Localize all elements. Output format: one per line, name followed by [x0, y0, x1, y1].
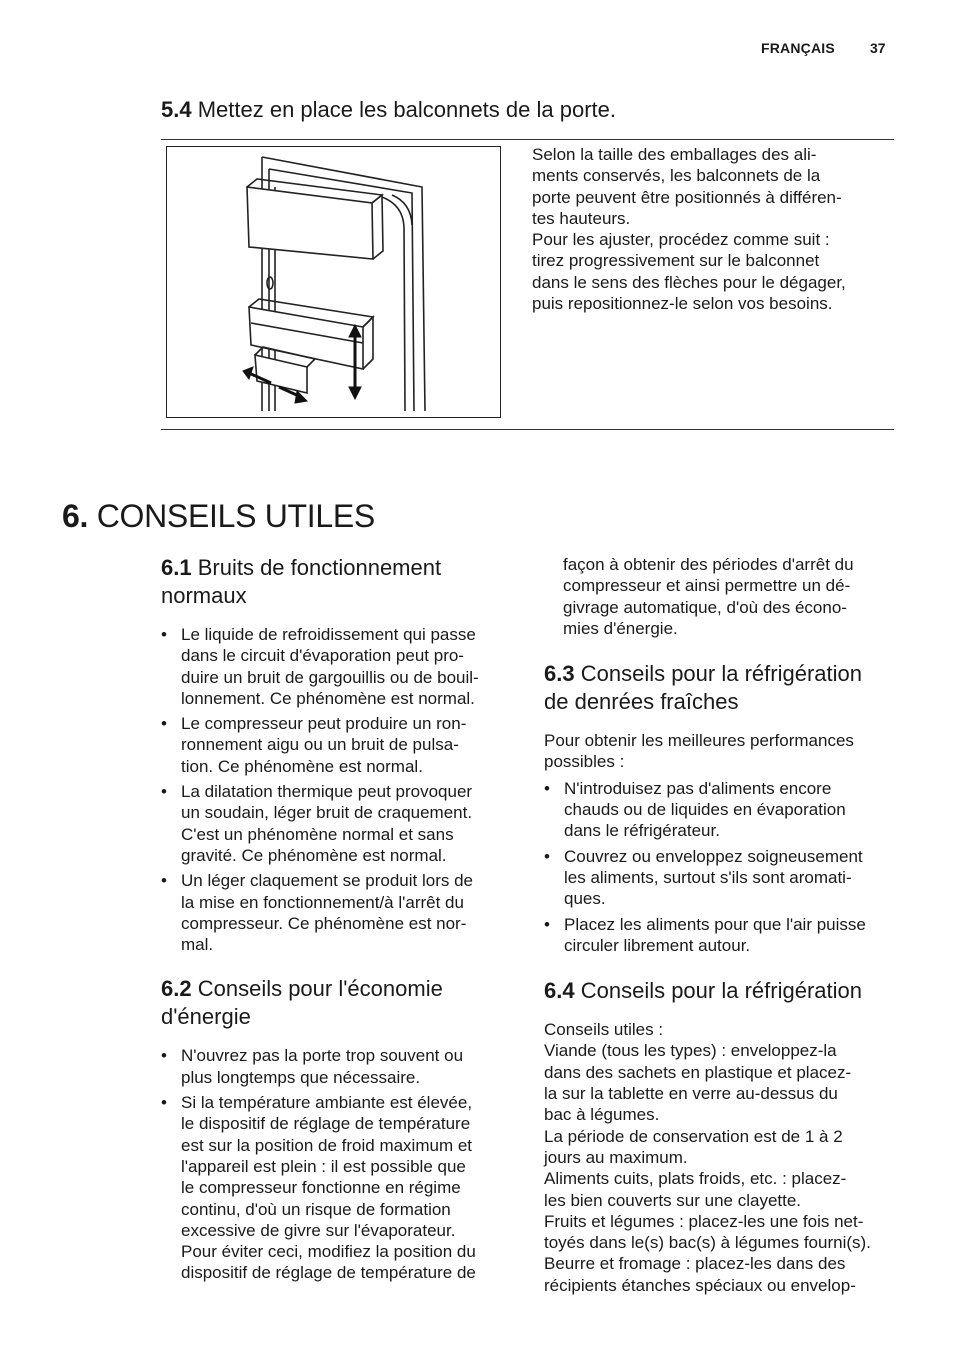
- section-6-1-list: [161, 624, 511, 955]
- text-line: ques.: [564, 889, 606, 909]
- section-title-line: Conseils pour la réfrigération: [580, 661, 862, 687]
- text-line: Le compresseur peut produire un ron-: [181, 714, 467, 734]
- text-line: Pour les ajuster, procédez comme suit :: [532, 230, 830, 250]
- text-line: tirez progressivement sur le balconnet: [532, 251, 820, 271]
- header-language: FRANÇAIS: [761, 40, 835, 56]
- text-line: Selon la taille des emballages des ali-: [532, 145, 817, 164]
- text-line: toyés dans le(s) bac(s) à légumes fourni(s).: [544, 1233, 871, 1253]
- text-line: Le liquide de refroidissement qui passe: [181, 625, 476, 644]
- text-line: puis repositionnez-le selon vos besoins.: [532, 294, 833, 314]
- text-line: les aliments, surtout s'ils sont aromati-: [564, 867, 852, 887]
- text-line: tes hauteurs.: [532, 208, 631, 228]
- text-line: givrage automatique, d'où des écono-: [563, 597, 847, 617]
- text-line: Conseils utiles :: [544, 1020, 664, 1040]
- text-line: mies d'énergie.: [563, 618, 678, 638]
- list-item: [544, 846, 904, 910]
- list-item: [161, 1045, 511, 1088]
- list-item: [161, 713, 511, 777]
- section-top-rule: [161, 139, 894, 140]
- text-line: plus longtemps que nécessaire.: [181, 1067, 421, 1087]
- text-line: gravité. Ce phénomène est normal.: [181, 845, 447, 865]
- text-line: récipients étanches spéciaux ou envelop-: [544, 1275, 856, 1295]
- section-5-4-text: [532, 144, 892, 314]
- text-line: La période de conservation est de 1 à 2: [544, 1126, 843, 1146]
- text-line: la mise en fonctionnement/à l'arrêt du: [181, 892, 464, 912]
- text-line: La dilatation thermique peut provoquer: [181, 782, 473, 802]
- section-number: 6.3: [544, 661, 575, 687]
- text-line: Beurre et fromage : placez-les dans des: [544, 1254, 846, 1274]
- fridge-door-icon: [167, 147, 500, 417]
- text-line: les bien couverts sur une clayette.: [544, 1190, 802, 1210]
- section-title: Conseils pour la réfrigération: [580, 978, 862, 1004]
- text-line: jours au maximum.: [544, 1147, 688, 1167]
- chapter-title: [62, 496, 375, 536]
- text-line: excessive de givre sur l'évaporateur.: [181, 1220, 456, 1240]
- chapter-title-text: CONSEILS UTILES: [96, 498, 375, 534]
- section-6-4-heading: [544, 977, 904, 1005]
- text-line: possibles :: [544, 752, 625, 772]
- text-line: Si la température ambiante est élevée,: [181, 1093, 473, 1113]
- text-line: dans le réfrigérateur.: [564, 821, 720, 841]
- text-line: est sur la position de froid maximum et: [181, 1135, 473, 1155]
- list-item: [161, 624, 511, 709]
- page-number: 37: [870, 40, 886, 56]
- section-title: Mettez en place les balconnets de la porte.: [197, 97, 616, 122]
- section-title-line: Bruits de fonctionnement: [197, 555, 442, 580]
- section-bottom-rule: [161, 429, 894, 430]
- list-item: [544, 914, 904, 957]
- text-line: bac à légumes.: [544, 1105, 660, 1125]
- left-column: [161, 554, 511, 1288]
- section-number: 6.1: [161, 555, 192, 580]
- text-line: Placez les aliments pour que l'air puisse: [564, 914, 866, 934]
- text-line: C'est un phénomène normal et sans: [181, 824, 454, 844]
- text-line: Couvrez ou enveloppez soigneusement: [564, 846, 863, 866]
- chapter-number: 6.: [62, 498, 89, 534]
- text-line: le compresseur fonctionne en régime: [181, 1178, 461, 1198]
- text-line: le dispositif de réglage de température: [181, 1114, 471, 1134]
- text-line: dispositif de réglage de température de: [181, 1263, 476, 1283]
- right-column: [544, 554, 904, 1296]
- text-line: Fruits et légumes : placez-les une fois net-: [544, 1211, 864, 1231]
- text-line: façon à obtenir des périodes d'arrêt du: [563, 555, 854, 574]
- text-line: porte peuvent être positionnés à différen-: [532, 187, 842, 207]
- section-number: 6.2: [161, 976, 192, 1002]
- text-line: Pour éviter ceci, modifiez la position du: [181, 1242, 476, 1262]
- section-6-3-intro: [544, 730, 904, 773]
- text-line: un soudain, léger bruit de craquement.: [181, 803, 473, 823]
- text-line: ronnement aigu ou un bruit de pulsa-: [181, 735, 459, 755]
- text-line: duire un bruit de gargouillis ou de bouil-: [181, 667, 479, 687]
- text-line: dans des sachets en plastique et placez-: [544, 1062, 852, 1082]
- text-line: circuler librement autour.: [564, 935, 751, 955]
- text-line: dans le circuit d'évaporation peut pro-: [181, 646, 464, 666]
- section-number: 6.4: [544, 978, 575, 1004]
- text-line: tion. Ce phénomène est normal.: [181, 756, 423, 776]
- text-line: lonnement. Ce phénomène est normal.: [181, 688, 475, 708]
- section-6-2-heading: [161, 975, 511, 1031]
- text-line: N'introduisez pas d'aliments encore: [564, 778, 832, 798]
- text-line: compresseur et ainsi permettre un dé-: [563, 576, 851, 596]
- section-6-4-text: [544, 1019, 904, 1296]
- section-6-2-list: [161, 1045, 511, 1283]
- section-6-2-continuation: [544, 554, 904, 639]
- text-line: Viande (tous les types) : enveloppez-la: [544, 1041, 837, 1061]
- list-item: [161, 781, 511, 866]
- text-line: compresseur. Ce phénomène est nor-: [181, 913, 467, 933]
- section-6-3-heading: [544, 660, 904, 716]
- section-title-line: d'énergie: [161, 1004, 251, 1030]
- text-line: Pour obtenir les meilleures performances: [544, 731, 854, 751]
- text-line: l'appareil est plein : il est possible que: [181, 1156, 466, 1176]
- text-line: continu, d'où un risque de formation: [181, 1199, 451, 1219]
- list-item: [161, 1092, 511, 1284]
- text-line: mal.: [181, 935, 214, 955]
- section-title-line: normaux: [161, 583, 247, 608]
- list-item: [544, 778, 904, 842]
- list-item: [161, 870, 511, 955]
- text-line: la sur la tablette en verre au-dessus du: [544, 1084, 838, 1104]
- section-title-line: de denrées fraîches: [544, 689, 739, 715]
- section-title-line: Conseils pour l'économie: [197, 976, 443, 1002]
- section-6-1-heading: [161, 554, 511, 610]
- text-line: dans le sens des flèches pour le dégager,: [532, 272, 846, 292]
- door-shelf-illustration: [166, 146, 501, 418]
- text-line: ments conservés, les balconnets de la: [532, 166, 821, 186]
- text-line: Un léger claquement se produit lors de: [181, 871, 473, 891]
- section-number: 5.4: [161, 97, 192, 122]
- text-line: N'ouvrez pas la porte trop souvent ou: [181, 1046, 464, 1066]
- text-line: chauds ou de liquides en évaporation: [564, 800, 846, 820]
- section-6-3-list: [544, 778, 904, 956]
- text-line: Aliments cuits, plats froids, etc. : placez-: [544, 1169, 847, 1189]
- section-5-4-heading: [161, 96, 616, 124]
